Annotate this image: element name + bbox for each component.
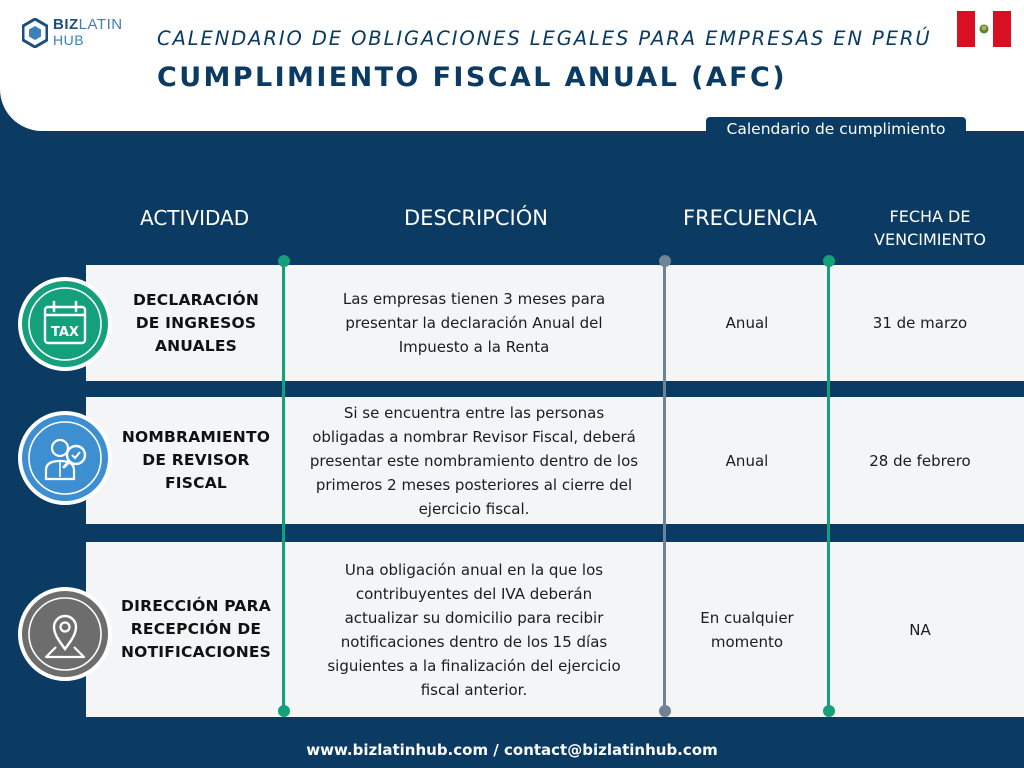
row-3-actividad — [112, 542, 280, 717]
column-divider — [827, 261, 830, 711]
page-title: CUMPLIMIENTO FISCAL ANUAL (AFC) — [157, 62, 787, 93]
svg-text:TAX: TAX — [51, 325, 79, 340]
column-header-frecuencia: FRECUENCIA — [683, 206, 818, 230]
row-2-actividad-text: NOMBRAMIENTO DE REVISOR FISCAL — [121, 428, 271, 492]
row-2-fecha-text: 28 de febrero — [869, 451, 971, 470]
column-header-fecha-line2: VENCIMIENTO — [874, 230, 986, 249]
row-3-frecuencia-text: En cualquier momento — [700, 608, 794, 651]
page-subtitle: CALENDARIO DE OBLIGACIONES LEGALES PARA EMPRESAS EN PERÚ — [157, 27, 932, 50]
row-1-frecuencia-text: Anual — [725, 314, 769, 332]
row-1-fecha-text: 31 de marzo — [872, 314, 968, 332]
divider-dot — [823, 255, 835, 267]
row-1-descripcion-text: Las empresas tienen 3 meses para presentar la declaración Anual del Impuesto a la Renta — [342, 290, 606, 356]
logo-wordmark-top: BIZLATIN — [53, 16, 123, 33]
row-1-frecuencia — [680, 265, 814, 381]
location-pin-icon — [18, 587, 112, 681]
row-2-actividad — [112, 397, 280, 524]
footer-contact-links[interactable]: www.bizlatinhub.com / contact@bizlatinhub.com — [306, 741, 718, 759]
biz-logo-mark-icon — [22, 18, 48, 48]
column-header-descripcion: DESCRIPCIÓN — [404, 206, 548, 230]
column-header-fecha — [868, 205, 992, 251]
peru-flag-icon — [957, 11, 1011, 47]
divider-dot — [823, 705, 835, 717]
row-2-descripcion-text: Si se encuentra entre las personas obligadas a nombrar Revisor Fiscal, deberá presentar este nombramiento dentro de los primeros 2 meses posteriores al cierre del ejercicio fiscal. — [309, 403, 639, 518]
column-divider — [282, 261, 285, 711]
row-3-descripcion — [300, 542, 648, 717]
header-panel — [0, 0, 1024, 131]
row-2-descripcion — [300, 397, 648, 524]
row-3-fecha-text: NA — [909, 620, 931, 639]
divider-dot — [278, 255, 290, 267]
row-1-descripcion — [300, 265, 648, 381]
divider-dot — [659, 705, 671, 717]
row-1-actividad — [112, 284, 280, 362]
row-2-frecuencia-text: Anual — [725, 451, 769, 470]
row-2-fecha — [842, 397, 998, 524]
column-header-actividad: ACTIVIDAD — [140, 206, 250, 230]
row-1-fecha — [842, 265, 998, 381]
row-3-frecuencia — [680, 542, 814, 717]
calendar-tab-label: Calendario de cumplimiento — [706, 117, 966, 141]
auditor-person-icon — [18, 411, 112, 505]
column-header-fecha-line1: FECHA DE — [889, 207, 971, 226]
row-3-fecha — [842, 542, 998, 717]
row-2-frecuencia — [680, 397, 814, 524]
row-3-actividad-text: DIRECCIÓN PARA RECEPCIÓN DE NOTIFICACIONES — [120, 597, 272, 661]
row-1-actividad-text: DECLARACIÓN DE INGRESOS ANUALES — [132, 290, 260, 355]
row-3-descripcion-text: Una obligación anual en la que los contribuyentes del IVA deberán actualizar su domicilio para recibir notificaciones dentro de los 15 días siguientes a la finalización del ejercicio fiscal anterior. — [327, 560, 621, 699]
tax-calendar-icon — [18, 277, 112, 371]
divider-dot — [659, 255, 671, 267]
bizlatinhub-logo[interactable] — [22, 16, 132, 50]
column-divider — [663, 261, 666, 711]
logo-wordmark-bottom: HUB — [53, 32, 85, 48]
